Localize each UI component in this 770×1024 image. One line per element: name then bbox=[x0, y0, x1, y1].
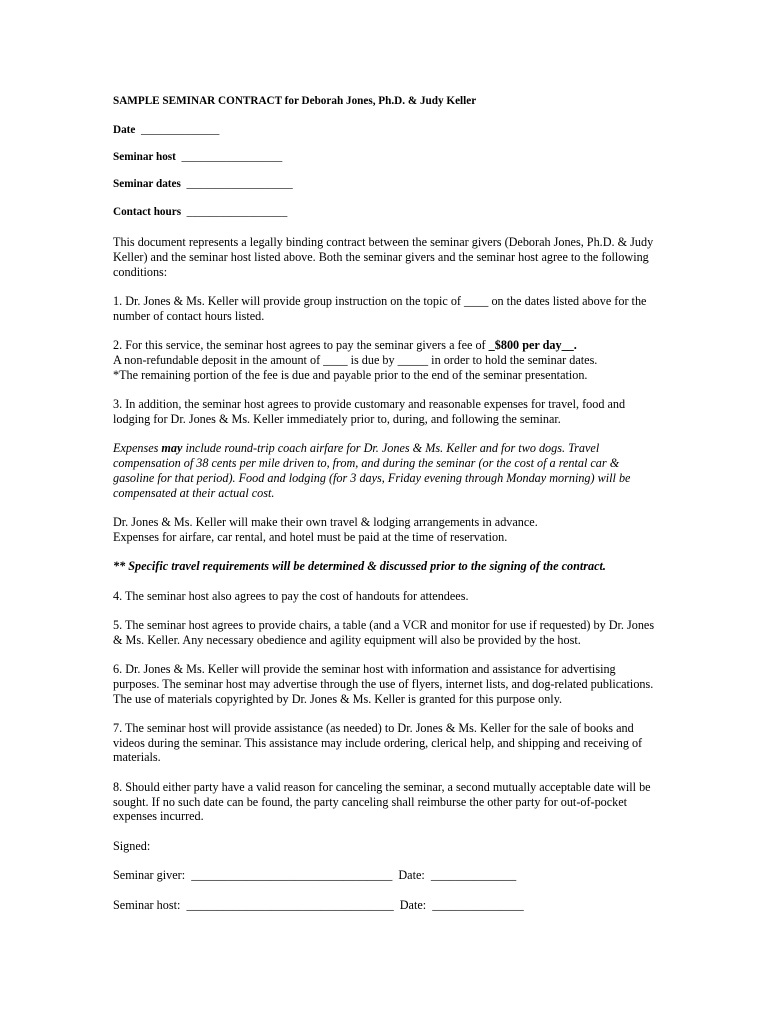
date-label: Date: bbox=[399, 897, 427, 912]
clause-5: 5. The seminar host agrees to provide chairs, a table (and a VCR and monitor for use if requested) by Dr. Jones & Ms. Keller. Any necessary obedience and agility equipment will also be provided by the host. bbox=[113, 617, 655, 647]
signature-label: Seminar host: bbox=[113, 897, 181, 912]
travel-requirements-note: ** Specific travel requirements will be determined & discussed prior to the signing of the contract. bbox=[113, 559, 606, 574]
contract-title: SAMPLE SEMINAR CONTRACT for Deborah Jones, Ph.D. & Judy Keller bbox=[113, 95, 477, 107]
clause-7: 7. The seminar host will provide assistance (as needed) to Dr. Jones & Ms. Keller for the sale of books and videos during the seminar. This assistance may include ordering, clerical help, and shipping and receiving of materials. bbox=[113, 720, 643, 765]
clause-2 bbox=[113, 338, 658, 382]
field-label: Seminar dates bbox=[113, 178, 181, 191]
remaining-fee-text: *The remaining portion of the fee is due and payable prior to the end of the seminar presentation. bbox=[113, 368, 588, 383]
clause-8: 8. Should either party have a valid reason for canceling the seminar, a second mutually acceptable date will be sought. If no such date can be found, the party canceling shall reimburse the other party for out-of-pocket expenses incurred. bbox=[113, 779, 651, 824]
blank-line: ___________________ bbox=[186, 178, 293, 191]
date-label: Date: bbox=[398, 867, 425, 882]
signed-label: Signed: bbox=[113, 838, 151, 853]
blank-line: __________________ bbox=[181, 151, 283, 164]
clause-3: 3. In addition, the seminar host agrees to provide customary and reasonable expenses for travel, food and lodging for Dr. Jones & Ms. Keller immediately prior to, during, and following the seminar. bbox=[113, 397, 626, 427]
field-label: Seminar host bbox=[113, 151, 176, 164]
signature-label: Seminar giver: bbox=[113, 867, 186, 882]
date-field bbox=[113, 123, 658, 138]
seminar-host-signature bbox=[113, 898, 658, 913]
seminar-dates-field bbox=[113, 177, 658, 192]
contract-document bbox=[113, 94, 658, 927]
intro-paragraph: This document represents a legally binding contract between the seminar givers (Deborah Jones, Ph.D. & Judy Keller) and the seminar host listed above. Both the seminar givers and the seminar host agree to the following conditions: bbox=[113, 235, 654, 280]
blank-line: ______________ bbox=[140, 123, 220, 136]
travel-own-text: Dr. Jones & Ms. Keller will make their own travel & lodging arrangements in advance. bbox=[113, 515, 538, 530]
contact-hours-field bbox=[113, 205, 658, 220]
date-line: ______________ bbox=[430, 867, 517, 882]
blank-line: __________________ bbox=[186, 205, 288, 218]
seminar-giver-signature bbox=[113, 868, 658, 883]
seminar-host-field bbox=[113, 150, 658, 165]
expenses-lead: Expenses bbox=[113, 441, 162, 456]
expenses-body: include round-trip coach airfare for Dr. Jones & Ms. Keller and for two dogs. Travel compensation of 38 cents per mile driven to, from, and during the seminar (or the cost of a rental car & gasoline for that period). Food and lodging (for 3 days, Friday evening through Monday morning) will be compensated at their actual cost. bbox=[113, 441, 631, 500]
date-line: _______________ bbox=[432, 897, 524, 912]
travel-paragraph bbox=[113, 515, 658, 545]
fee-amount: _$800 per day__. bbox=[488, 338, 577, 353]
expenses-paragraph bbox=[113, 441, 658, 500]
clause-2-text: 2. For this service, the seminar host agrees to pay the seminar givers a fee of bbox=[113, 338, 489, 353]
clause-6: 6. Dr. Jones & Ms. Keller will provide the seminar host with information and assistance for advertising purposes. The seminar host may advertise through the use of flyers, internet lists, and dog-related publications. The use of materials copyrighted by Dr. Jones & Ms. Keller is granted for this purpose only. bbox=[113, 661, 654, 706]
field-label: Contact hours bbox=[113, 205, 182, 218]
deposit-text: A non-refundable deposit in the amount of ____ is due by _____ in order to hold the seminar dates. bbox=[113, 353, 598, 368]
expenses-may: may bbox=[161, 441, 183, 456]
travel-paid-text: Expenses for airfare, car rental, and hotel must be paid at the time of reservation. bbox=[113, 529, 508, 544]
clause-1: 1. Dr. Jones & Ms. Keller will provide group instruction on the topic of ____ on the dates listed above for the number of contact hours listed. bbox=[113, 294, 647, 324]
signature-line: __________________________________ bbox=[186, 897, 394, 912]
signature-line: _________________________________ bbox=[191, 867, 393, 882]
clause-4: 4. The seminar host also agrees to pay the cost of handouts for attendees. bbox=[113, 588, 469, 603]
field-label: Date bbox=[113, 123, 136, 136]
